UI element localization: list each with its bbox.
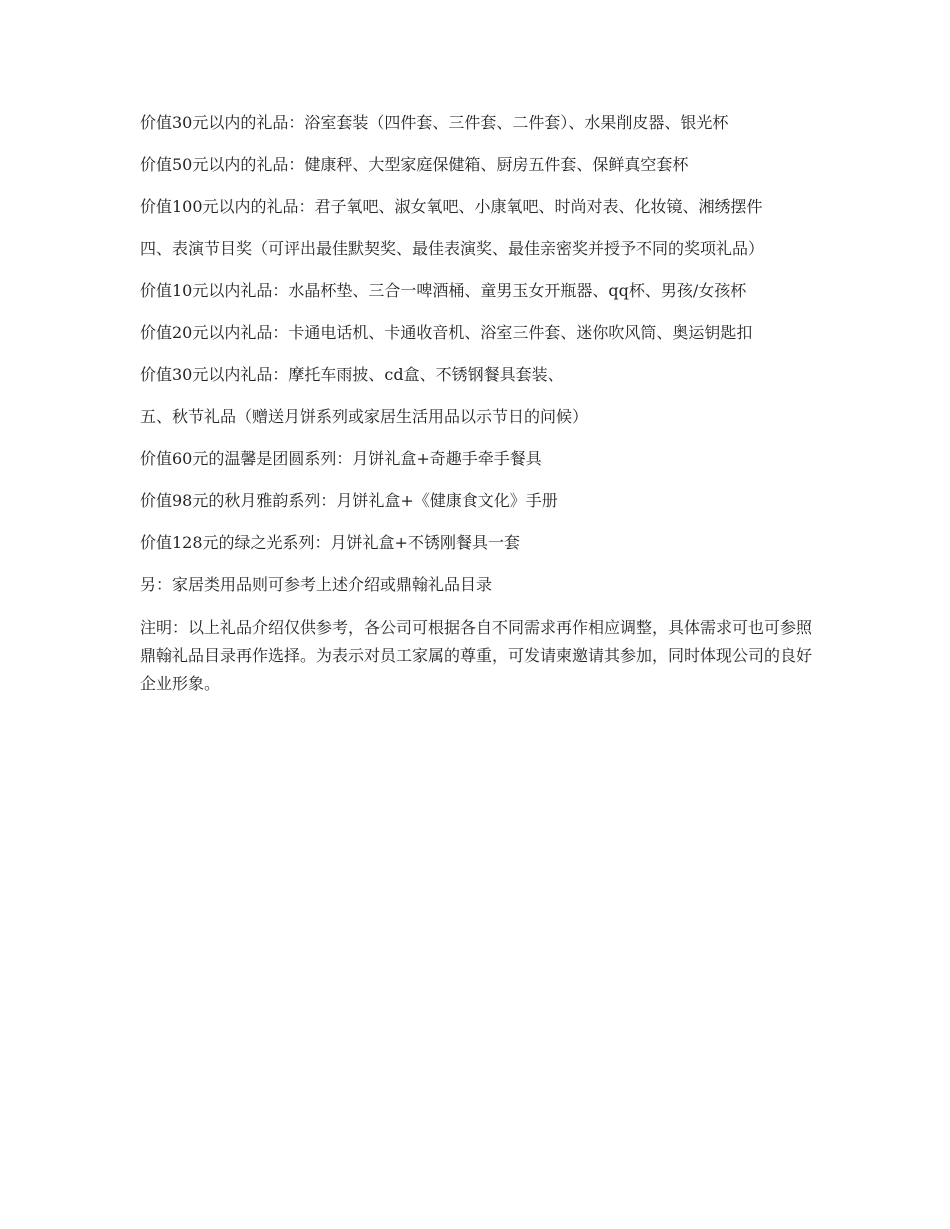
award-gift-line-10: 价值10元以内礼品：水晶杯垫、三合一啤酒桶、童男玉女开瓶器、qq杯、男孩/女孩杯 (140, 281, 747, 300)
household-note-line: 另：家居类用品则可参考上述介绍或鼎翰礼品目录 (140, 575, 493, 594)
gift-line-50: 价值50元以内的礼品：健康秤、大型家庭保健箱、厨房五件套、保鲜真空套杯 (140, 155, 689, 174)
section-heading-festival-gifts: 五、秋节礼品（赠送月饼系列或家居生活用品以示节日的问候） (140, 407, 589, 426)
festival-gift-line-60: 价值60元的温馨是团圆系列：月饼礼盒+奇趣手牵手餐具 (140, 449, 542, 468)
document-body (140, 110, 812, 698)
festival-gift-line-128: 价值128元的绿之光系列：月饼礼盒+不锈刚餐具一套 (140, 533, 520, 552)
festival-gift-line-98: 价值98元的秋月雅韵系列：月饼礼盒+《健康食文化》手册 (140, 491, 558, 510)
award-gift-line-30: 价值30元以内礼品：摩托车雨披、cd盒、不锈钢餐具套装、 (140, 365, 564, 384)
gift-line-30: 价值30元以内的礼品：浴室套装（四件套、三件套、二件套）、水果削皮器、银光杯 (140, 113, 729, 132)
section-heading-performance-award: 四、表演节目奖（可评出最佳默契奖、最佳表演奖、最佳亲密奖并授予不同的奖项礼品） (140, 239, 765, 258)
note-paragraph: 注明：以上礼品介绍仅供参考，各公司可根据各自不同需求再作相应调整，具体需求可也可参照鼎翰礼品目录再作选择。为表示对员工家属的尊重，可发请柬邀请其参加，同时体现公司的良好企业形象。 (140, 618, 813, 693)
award-gift-line-20: 价值20元以内礼品：卡通电话机、卡通收音机、浴室三件套、迷你吹风筒、奥运钥匙扣 (140, 323, 753, 342)
gift-line-100: 价值100元以内的礼品：君子氧吧、淑女氧吧、小康氧吧、时尚对表、化妆镜、湘绣摆件 (140, 197, 763, 216)
